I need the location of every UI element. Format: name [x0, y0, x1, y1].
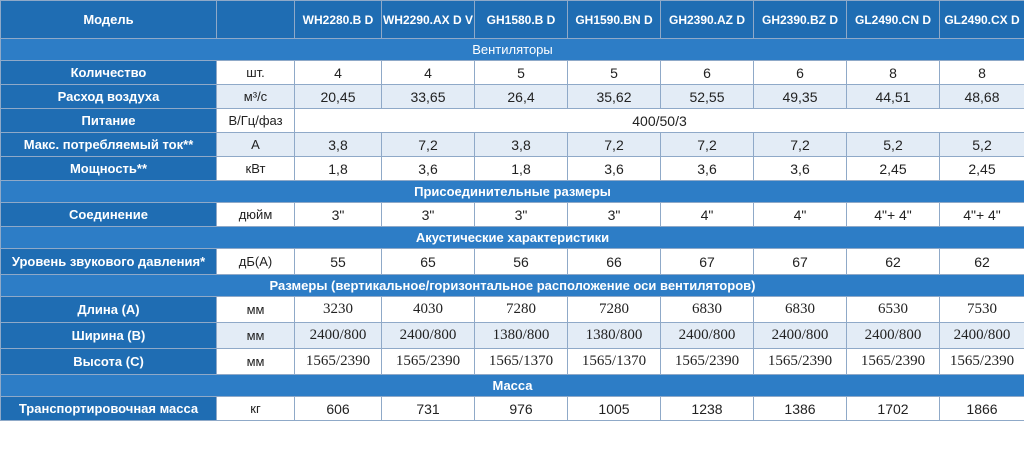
row-power-supply: [1, 109, 1024, 133]
cell-value: 1565/2390: [940, 349, 1024, 375]
cell-value: 1565/2390: [661, 349, 754, 375]
row-max-current: [1, 133, 1024, 157]
cell-value: 4030: [382, 297, 475, 323]
row-label: Длина (А): [1, 297, 217, 323]
cell-value: 67: [754, 249, 847, 275]
cell-value: 3,6: [661, 157, 754, 181]
model-name: GH2390.AZ D: [661, 1, 754, 39]
row-unit: шт.: [217, 61, 295, 85]
cell-value: 48,68: [940, 85, 1024, 109]
cell-value: 1380/800: [475, 323, 568, 349]
row-label: Соединение: [1, 203, 217, 227]
model-name: WH2290.AX D V: [382, 1, 475, 39]
cell-value: 6: [754, 61, 847, 85]
cell-value: 3": [295, 203, 382, 227]
cell-value: 7,2: [568, 133, 661, 157]
row-unit: кг: [217, 397, 295, 421]
model-name: GH2390.BZ D: [754, 1, 847, 39]
cell-value: 1565/2390: [754, 349, 847, 375]
row-unit: дБ(А): [217, 249, 295, 275]
cell-value: 62: [847, 249, 940, 275]
cell-value: 976: [475, 397, 568, 421]
cell-value: 33,65: [382, 85, 475, 109]
model-name: GL2490.CN D: [847, 1, 940, 39]
cell-value: 62: [940, 249, 1024, 275]
model-name: GH1580.B D: [475, 1, 568, 39]
row-length: [1, 297, 1024, 323]
row-label: Макс. потребляемый ток**: [1, 133, 217, 157]
model-header: Модель: [1, 1, 217, 39]
cell-value: 3,8: [475, 133, 568, 157]
section-title: Вентиляторы: [1, 39, 1024, 61]
section-connections: [1, 181, 1024, 203]
cell-value: 1866: [940, 397, 1024, 421]
unit-header: [217, 1, 295, 39]
cell-value: 49,35: [754, 85, 847, 109]
cell-value: 7280: [568, 297, 661, 323]
row-sound-pressure: [1, 249, 1024, 275]
cell-value: 52,55: [661, 85, 754, 109]
row-unit: мм: [217, 297, 295, 323]
row-height: [1, 349, 1024, 375]
cell-value: 4": [661, 203, 754, 227]
cell-value: 1238: [661, 397, 754, 421]
cell-value: 4": [754, 203, 847, 227]
cell-value: 1702: [847, 397, 940, 421]
row-unit: В/Гц/фаз: [217, 109, 295, 133]
cell-value: 3230: [295, 297, 382, 323]
cell-value: 7,2: [661, 133, 754, 157]
cell-value: 8: [940, 61, 1024, 85]
row-airflow: [1, 85, 1024, 109]
cell-value-merged: 400/50/3: [295, 109, 1024, 133]
section-title: Присоединительные размеры: [1, 181, 1024, 203]
cell-value: 55: [295, 249, 382, 275]
section-fans: [1, 39, 1024, 61]
cell-value: 4: [382, 61, 475, 85]
row-unit: А: [217, 133, 295, 157]
cell-value: 7530: [940, 297, 1024, 323]
row-width: [1, 323, 1024, 349]
cell-value: 67: [661, 249, 754, 275]
cell-value: 2,45: [940, 157, 1024, 181]
model-name: GL2490.CX D: [940, 1, 1024, 39]
cell-value: 2400/800: [847, 323, 940, 349]
row-label: Мощность**: [1, 157, 217, 181]
cell-value: 2,45: [847, 157, 940, 181]
cell-value: 66: [568, 249, 661, 275]
cell-value: 26,4: [475, 85, 568, 109]
section-dimensions: [1, 275, 1024, 297]
cell-value: 7,2: [382, 133, 475, 157]
cell-value: 3,8: [295, 133, 382, 157]
cell-value: 3,6: [568, 157, 661, 181]
cell-value: 20,45: [295, 85, 382, 109]
cell-value: 5,2: [940, 133, 1024, 157]
row-transport-mass: [1, 397, 1024, 421]
cell-value: 35,62: [568, 85, 661, 109]
cell-value: 6: [661, 61, 754, 85]
cell-value: 3": [382, 203, 475, 227]
section-mass: [1, 375, 1024, 397]
row-label: Уровень звукового давления*: [1, 249, 217, 275]
row-label: Транспортировочная масса: [1, 397, 217, 421]
cell-value: 6830: [754, 297, 847, 323]
cell-value: 1380/800: [568, 323, 661, 349]
cell-value: 1,8: [475, 157, 568, 181]
cell-value: 3,6: [382, 157, 475, 181]
cell-value: 2400/800: [754, 323, 847, 349]
cell-value: 1005: [568, 397, 661, 421]
cell-value: 4"+ 4": [847, 203, 940, 227]
row-label: Количество: [1, 61, 217, 85]
cell-value: 7,2: [754, 133, 847, 157]
section-title: Акустические характеристики: [1, 227, 1024, 249]
cell-value: 5: [475, 61, 568, 85]
cell-value: 65: [382, 249, 475, 275]
cell-value: 7280: [475, 297, 568, 323]
cell-value: 1565/1370: [475, 349, 568, 375]
cell-value: 4"+ 4": [940, 203, 1024, 227]
row-unit: мм: [217, 349, 295, 375]
row-unit: кВт: [217, 157, 295, 181]
cell-value: 44,51: [847, 85, 940, 109]
cell-value: 2400/800: [940, 323, 1024, 349]
cell-value: 1565/2390: [382, 349, 475, 375]
cell-value: 8: [847, 61, 940, 85]
row-power: [1, 157, 1024, 181]
cell-value: 6530: [847, 297, 940, 323]
row-label: Ширина (В): [1, 323, 217, 349]
cell-value: 2400/800: [661, 323, 754, 349]
cell-value: 56: [475, 249, 568, 275]
row-unit: дюйм: [217, 203, 295, 227]
cell-value: 1386: [754, 397, 847, 421]
cell-value: 3,6: [754, 157, 847, 181]
section-title: Масса: [1, 375, 1024, 397]
cell-value: 5: [568, 61, 661, 85]
section-acoustic: [1, 227, 1024, 249]
cell-value: 5,2: [847, 133, 940, 157]
section-title: Размеры (вертикальное/горизонтальное расположение оси вентиляторов): [1, 275, 1024, 297]
cell-value: 2400/800: [382, 323, 475, 349]
cell-value: 1565/2390: [295, 349, 382, 375]
row-label: Расход воздуха: [1, 85, 217, 109]
cell-value: 1,8: [295, 157, 382, 181]
cell-value: 4: [295, 61, 382, 85]
row-quantity: [1, 61, 1024, 85]
cell-value: 1565/1370: [568, 349, 661, 375]
row-connection: [1, 203, 1024, 227]
cell-value: 1565/2390: [847, 349, 940, 375]
cell-value: 3": [475, 203, 568, 227]
cell-value: 2400/800: [295, 323, 382, 349]
table-header-row: [1, 1, 1024, 39]
row-unit: мм: [217, 323, 295, 349]
cell-value: 6830: [661, 297, 754, 323]
cell-value: 731: [382, 397, 475, 421]
cell-value: 3": [568, 203, 661, 227]
model-name: WH2280.B D: [295, 1, 382, 39]
row-label: Питание: [1, 109, 217, 133]
row-label: Высота (С): [1, 349, 217, 375]
cell-value: 606: [295, 397, 382, 421]
model-name: GH1590.BN D: [568, 1, 661, 39]
row-unit: м³/с: [217, 85, 295, 109]
